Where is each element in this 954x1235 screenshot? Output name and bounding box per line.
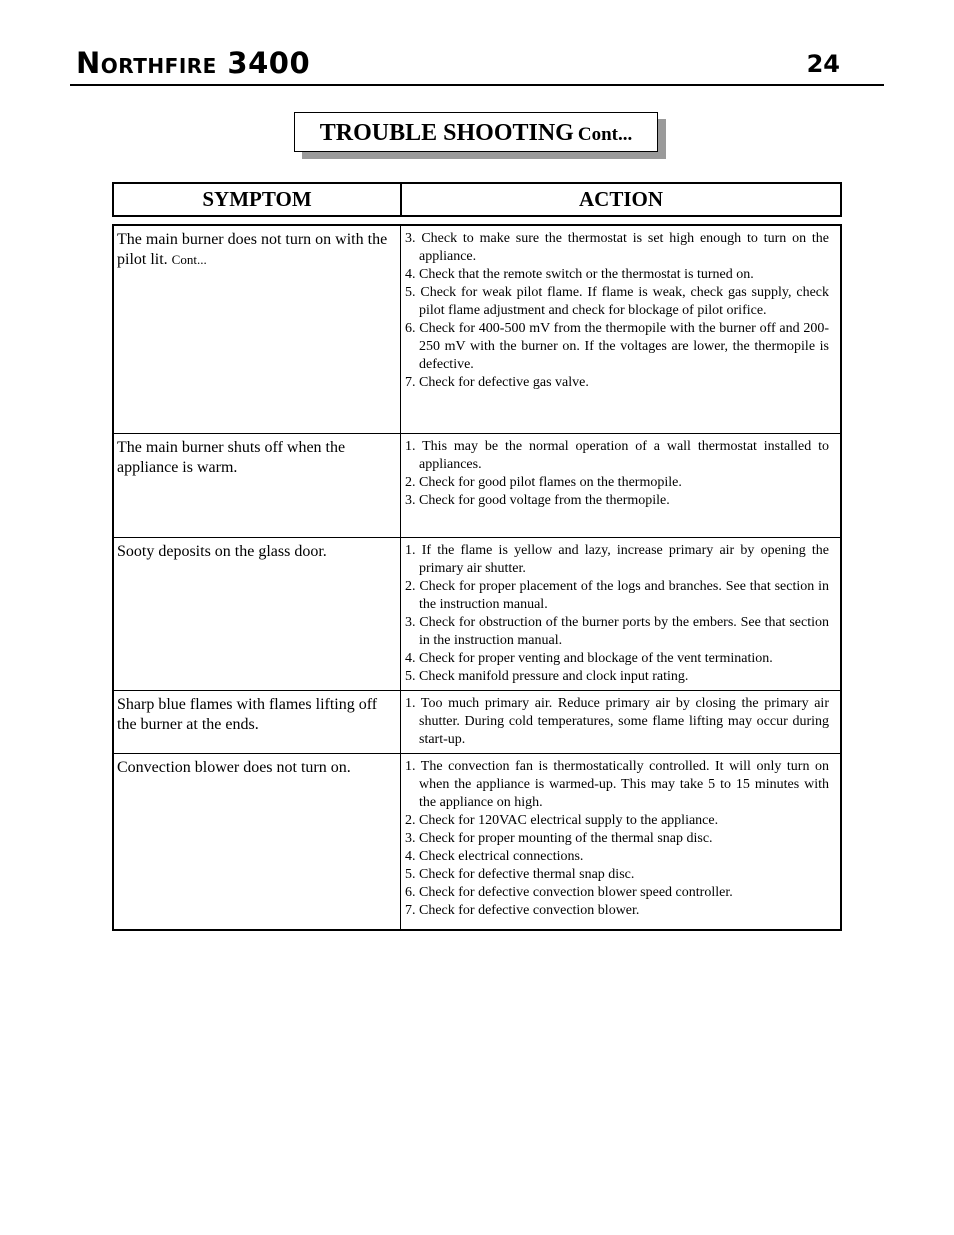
action-item: 3. Check for proper mounting of the thermal snap disc. <box>405 831 713 846</box>
table-column-header <box>112 182 842 217</box>
table-row <box>114 690 840 753</box>
section-title-main: TROUBLE SHOOTING <box>319 120 574 146</box>
symptom-cell <box>114 434 401 537</box>
action-item: 5. Check for defective thermal snap disc. <box>405 867 635 882</box>
action-item: 4. Check for proper venting and blockage of the vent termination. <box>405 651 773 666</box>
action-cell <box>401 226 840 433</box>
action-item: 7. Check for defective convection blower. <box>405 903 640 918</box>
symptom-text: Sooty deposits on the glass door. <box>117 543 327 560</box>
section-title <box>294 112 658 152</box>
symptom-cell <box>114 754 401 929</box>
action-item: 4. Check electrical connections. <box>405 849 584 864</box>
action-cell <box>401 434 840 537</box>
action-item: 5. Check manifold pressure and clock input rating. <box>405 669 689 684</box>
symptom-text: The main burner does not turn on with the pilot lit. <box>117 231 388 268</box>
page-number: 24 <box>806 50 840 78</box>
symptom-cell <box>114 538 401 690</box>
page-header <box>70 44 884 86</box>
table-row <box>114 433 840 537</box>
action-cell <box>401 538 840 690</box>
action-item: 6. Check for defective convection blower speed controller. <box>405 885 733 900</box>
troubleshooting-table <box>112 224 842 931</box>
symptom-cell <box>114 226 401 433</box>
action-item: 2. Check for good pilot flames on the thermopile. <box>405 475 682 490</box>
brand-title: Northfire 3400 <box>76 46 311 80</box>
symptom-column-header: SYMPTOM <box>114 184 402 215</box>
symptom-cont: Cont... <box>171 252 207 267</box>
action-item: 6. Check for 400-500 mV from the thermopile with the burner off and 200-250 mV with the burner on. If the voltages are lower, the thermopile is defective. <box>405 321 829 372</box>
section-title-box <box>294 112 658 152</box>
action-cell <box>401 754 840 929</box>
table-row <box>114 226 840 433</box>
action-item: 2. Check for 120VAC electrical supply to the appliance. <box>405 813 719 828</box>
action-item: 3. Check to make sure the thermostat is set high enough to turn on the appliance. <box>405 231 829 264</box>
action-item: 1. Too much primary air. Reduce primary air by closing the primary air shutter. During cold temperatures, some flame lifting may occur during start-up. <box>405 696 829 747</box>
symptom-text: Sharp blue flames with flames lifting off the burner at the ends. <box>117 696 378 733</box>
action-item: 7. Check for defective gas valve. <box>405 375 589 390</box>
action-item: 2. Check for proper placement of the logs and branches. See that section in the instruction manual. <box>405 579 829 612</box>
action-item: 4. Check that the remote switch or the thermostat is turned on. <box>405 267 754 282</box>
action-item: 1. The convection fan is thermostatically controlled. It will only turn on when the appliance is warmed-up. This may take 5 to 15 minutes with the appliance on high. <box>405 759 829 810</box>
table-row <box>114 537 840 690</box>
symptom-text: Convection blower does not turn on. <box>117 759 351 776</box>
action-cell <box>401 691 840 753</box>
symptom-text: The main burner shuts off when the appliance is warm. <box>117 439 346 476</box>
action-item: 1. This may be the normal operation of a wall thermostat installed to appliances. <box>405 439 829 472</box>
symptom-cell <box>114 691 401 753</box>
action-item: 5. Check for weak pilot flame. If flame is weak, check gas supply, check pilot flame adjustment and check for blockage of pilot orifice. <box>405 285 829 318</box>
table-row <box>114 753 840 929</box>
action-item: 3. Check for good voltage from the thermopile. <box>405 493 670 508</box>
action-column-header: ACTION <box>578 187 663 211</box>
action-item: 1. If the flame is yellow and lazy, increase primary air by opening the primary air shutter. <box>405 543 829 576</box>
action-item: 3. Check for obstruction of the burner ports by the embers. See that section in the instruction manual. <box>405 615 829 648</box>
section-title-cont: Cont... <box>577 124 633 145</box>
